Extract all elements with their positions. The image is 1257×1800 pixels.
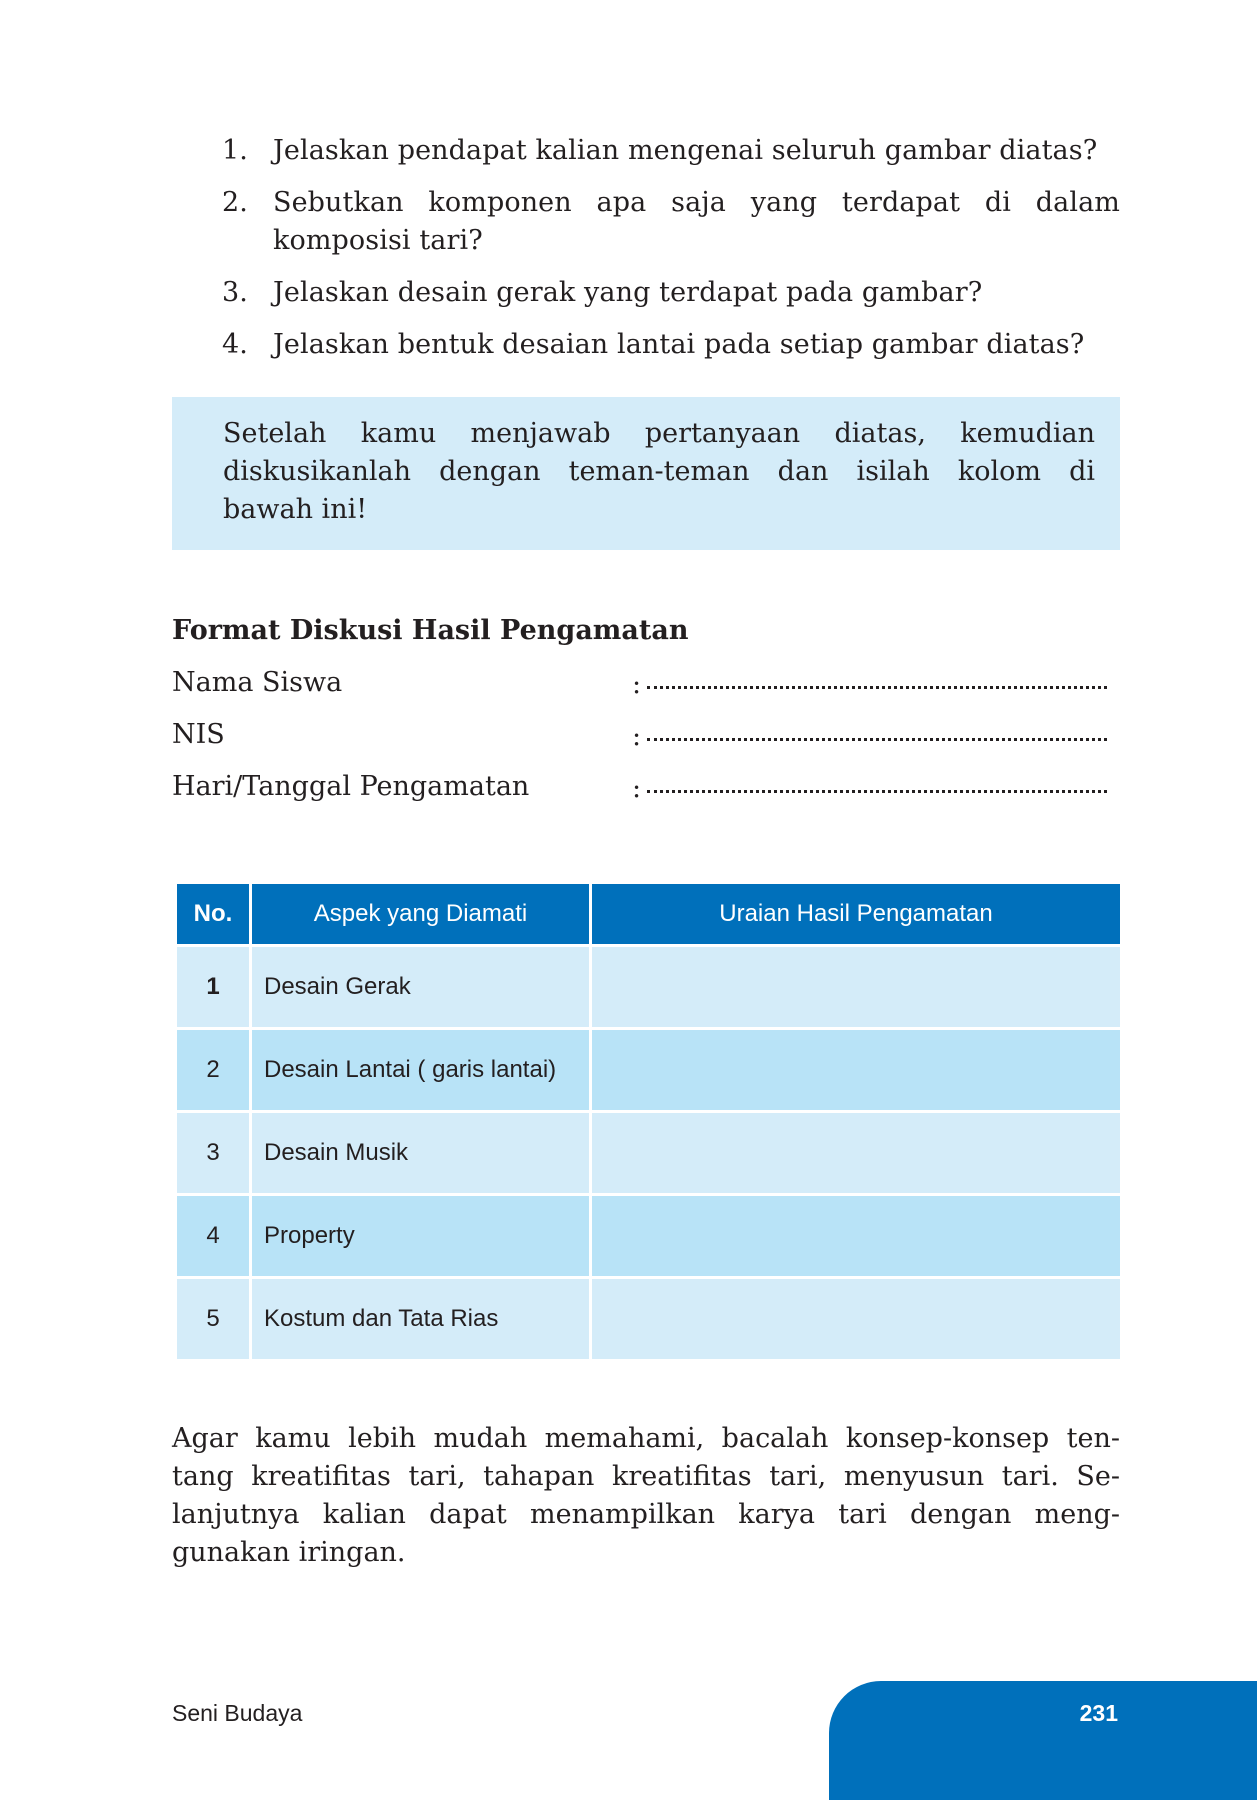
question-item [222, 274, 1120, 312]
row-number: 4 [176, 1195, 251, 1278]
closing-paragraph [172, 1420, 1120, 1572]
closing-line: tang kreatifitas tari, tahapan kreatifitas tari, menyusun tari. Se- [172, 1461, 1120, 1492]
row-number: 3 [176, 1112, 251, 1195]
hari-tanggal-blank[interactable]: : [632, 768, 1120, 808]
row-aspect: Desain Musik [251, 1112, 591, 1195]
question-text-line: Sebutkan komponen apa saja yang terdapat di dalam [273, 187, 1120, 218]
book-title: Seni Budaya [172, 1700, 303, 1726]
row-aspect: Desain Lantai ( garis lantai) [251, 1029, 591, 1112]
question-number: 2. [222, 187, 248, 218]
field-label: Hari/Tanggal Pengamatan [172, 771, 530, 802]
observation-table [174, 881, 1123, 1362]
instruction-line: bawah ini! [223, 494, 368, 525]
nis-blank[interactable]: : [632, 716, 1120, 756]
instruction-box [172, 397, 1120, 550]
question-number: 4. [222, 329, 248, 360]
question-text: Jelaskan bentuk desaian lantai pada setiap gambar diatas? [273, 329, 1085, 360]
question-text: Jelaskan desain gerak yang terdapat pada gambar? [273, 277, 983, 308]
question-item [222, 132, 1120, 170]
question-item [222, 326, 1120, 364]
format-title: Format Diskusi Hasil Pengamatan [172, 615, 689, 646]
page-number: 231 [1079, 1700, 1118, 1726]
field-label: Nama Siswa [172, 667, 343, 698]
header-no: No. [176, 883, 251, 946]
row-aspect: Property [251, 1195, 591, 1278]
row-number: 2 [176, 1029, 251, 1112]
question-list [222, 132, 1120, 378]
header-result: Uraian Hasil Pengamatan [591, 883, 1122, 946]
nama-siswa-blank[interactable]: : [632, 664, 1120, 704]
row-number: 1 [176, 946, 251, 1029]
table-header-row [176, 883, 1122, 946]
row-aspect: Desain Gerak [251, 946, 591, 1029]
header-aspect: Aspek yang Diamati [251, 883, 591, 946]
instruction-text [223, 415, 1095, 529]
field-nis [172, 716, 1120, 754]
closing-line: gunakan iringan. [172, 1537, 406, 1568]
instruction-line: diskusikanlah dengan teman-teman dan isilah kolom di [223, 456, 1095, 487]
table-row [176, 946, 1122, 1029]
table-row [176, 1195, 1122, 1278]
question-item [222, 184, 1120, 260]
table-row [176, 1278, 1122, 1361]
closing-line: lanjutnya kalian dapat menampilkan karya tari dengan meng- [172, 1499, 1120, 1530]
field-hari-tanggal [172, 768, 1120, 806]
question-text: Jelaskan pendapat kalian mengenai seluruh gambar diatas? [273, 135, 1098, 166]
closing-line: Agar kamu lebih mudah memahami, bacalah konsep-konsep ten- [172, 1423, 1120, 1454]
field-label: NIS [172, 719, 225, 750]
row-result-cell[interactable] [591, 1112, 1122, 1195]
row-aspect: Kostum dan Tata Rias [251, 1278, 591, 1361]
table-row [176, 1029, 1122, 1112]
table-row [176, 1112, 1122, 1195]
row-number: 5 [176, 1278, 251, 1361]
row-result-cell[interactable] [591, 946, 1122, 1029]
row-result-cell[interactable] [591, 1195, 1122, 1278]
instruction-line: Setelah kamu menjawab pertanyaan diatas, kemudian [223, 418, 1095, 449]
row-result-cell[interactable] [591, 1278, 1122, 1361]
page-number-tab [829, 1681, 1257, 1800]
field-nama-siswa [172, 664, 1120, 702]
question-number: 1. [222, 135, 248, 166]
question-number: 3. [222, 277, 248, 308]
question-text-line: komposisi tari? [273, 225, 483, 256]
row-result-cell[interactable] [591, 1029, 1122, 1112]
